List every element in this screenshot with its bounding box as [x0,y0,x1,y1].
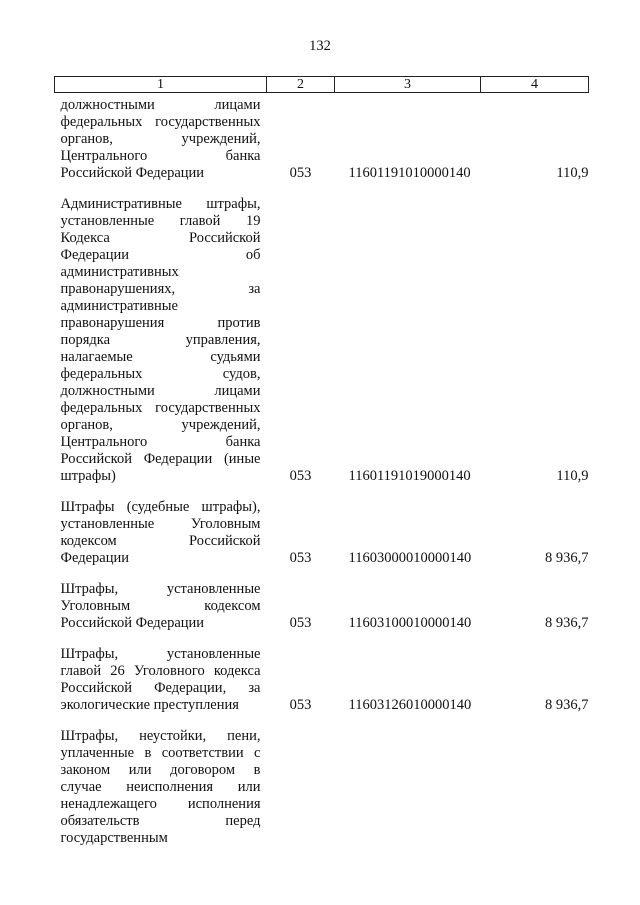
table-header-row [55,77,589,93]
description-line: федеральных государственных [60,114,261,130]
row-description [55,495,267,577]
budget-classification-code: 11601191010000140 [348,165,471,181]
table-row [55,724,589,857]
budget-table [54,76,589,857]
description-line: установленные Уголовным [60,516,261,532]
amount: 8 936,7 [545,615,589,631]
description-line: правонарушениях, за [60,281,261,297]
admin-code: 053 [289,468,312,484]
table-row [55,192,589,495]
description-line: кодексом Российской [60,533,261,549]
table-row [55,495,589,577]
description-line: Штрафы, неустойки, пени, [60,728,261,744]
description-line: должностными лицами [60,97,261,113]
description-line: Российской Федерации, за [60,680,261,696]
description-line: органов, учреждений, [60,417,261,433]
table-body [55,93,589,858]
description-line: Российской Федерации [60,165,205,181]
description-line: Кодекса Российской [60,230,261,246]
description-line: Федерации об [60,247,261,263]
description-line: правонарушения против [60,315,261,331]
description-line: установленные главой 19 [60,213,261,229]
description-line: уплаченные в соответствии с [60,745,261,761]
description-line: законом или договором в [60,762,261,778]
column-header-2: 2 [267,77,335,93]
admin-code [267,724,335,857]
column-header-3: 3 [335,77,481,93]
row-description [55,93,267,193]
description-line: Федерации [60,550,129,566]
row-description [55,577,267,642]
description-line: ненадлежащего исполнения [60,796,261,812]
description-line: должностными лицами [60,383,261,399]
budget-classification-code [335,724,481,857]
description-line: административные [60,298,178,314]
description-line: федеральных судов, [60,366,261,382]
description-line: Штрафы (судебные штрафы), [60,499,261,515]
description-line: Центрального банка [60,148,261,164]
description-line: штрафы) [60,468,116,484]
table-row [55,577,589,642]
description-line: Штрафы, установленные [60,581,261,597]
description-line: экологические преступления [60,697,239,713]
budget-classification-code: 11601191019000140 [348,468,471,484]
admin-code: 053 [289,550,312,566]
description-line: случае неисполнения или [60,779,261,795]
admin-code: 053 [289,697,312,713]
table-row [55,93,589,193]
column-header-4: 4 [481,77,589,93]
description-line: государственным [60,830,168,846]
description-line: налагаемые судьями [60,349,261,365]
row-description [55,192,267,495]
amount: 8 936,7 [545,550,589,566]
description-line: обязательств перед [60,813,261,829]
budget-classification-code: 11603126010000140 [348,697,472,713]
page-number: 132 [309,38,331,54]
budget-classification-code: 11603100010000140 [348,615,472,631]
description-line: органов, учреждений, [60,131,261,147]
amount [481,724,589,857]
description-line: Центрального банка [60,434,261,450]
budget-classification-code: 11603000010000140 [348,550,472,566]
description-line: Уголовным кодексом [60,598,261,614]
description-line: Административные штрафы, [60,196,261,212]
table-row [55,642,589,724]
description-line: Российской Федерации (иные [60,451,261,467]
row-description [55,724,267,857]
amount: 110,9 [556,165,589,181]
row-description [55,642,267,724]
description-line: Российской Федерации [60,615,205,631]
description-line: Штрафы, установленные [60,646,261,662]
description-line: порядка управления, [60,332,261,348]
column-header-1: 1 [55,77,267,93]
amount: 8 936,7 [545,697,589,713]
description-line: главой 26 Уголовного кодекса [60,663,261,679]
amount: 110,9 [556,468,589,484]
admin-code: 053 [289,165,312,181]
description-line: федеральных государственных [60,400,261,416]
description-line: административных [60,264,179,280]
admin-code: 053 [289,615,312,631]
